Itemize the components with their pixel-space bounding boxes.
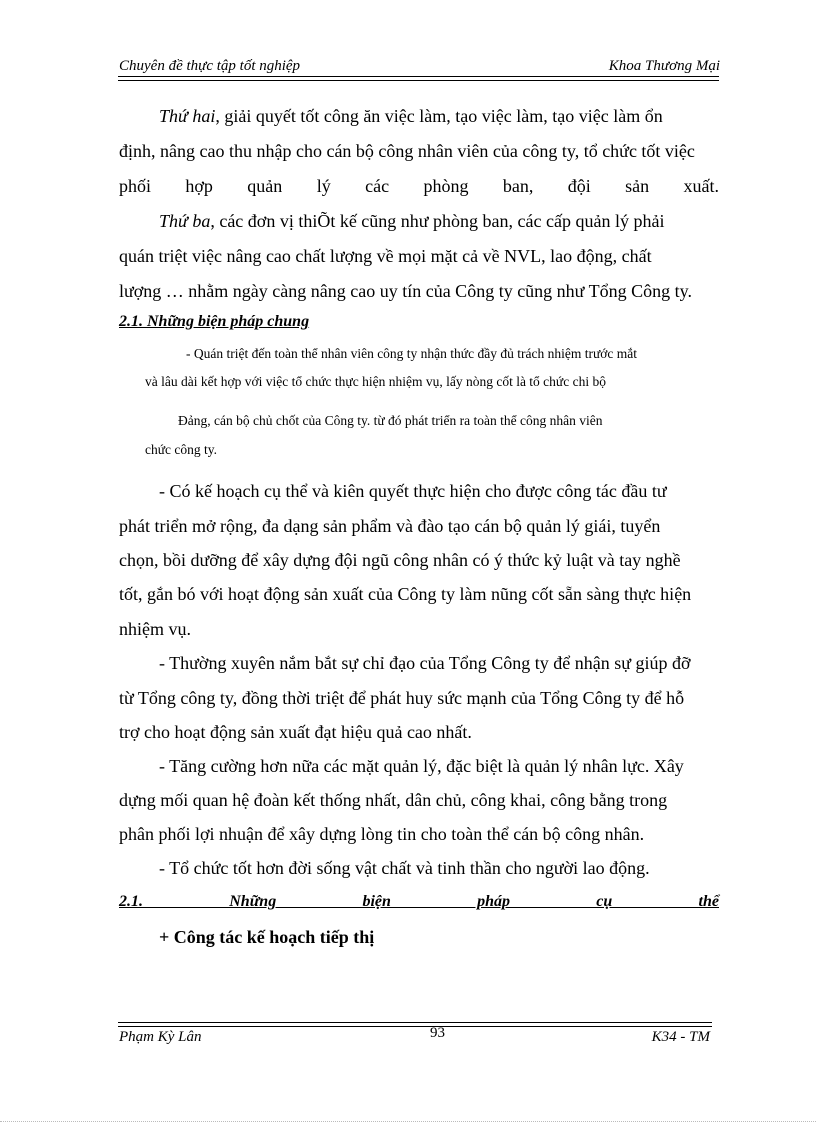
header-rule — [118, 76, 719, 81]
para-2-line-2: quán triệt việc nâng cao chất lượng về mọi mặt cả về NVL, lao động, chất — [119, 246, 652, 266]
small-line-1: - Quán triệt đến toàn thể nhân viên công ty nhận thức đầy đủ trách nhiệm trước mắt — [186, 346, 638, 361]
para-4-line-1: - Thường xuyên nắm bắt sự chỉ đạo của Tổng Công ty để nhận sự giúp đỡ — [159, 653, 691, 673]
para-3-line-1: - Có kế hoạch cụ thể và kiên quyết thực hiện cho được công tác đầu tư — [159, 481, 667, 501]
small-line-3: Đảng, cán bộ chủ chốt của Công ty. từ đó phát triển ra toàn thể công nhân viên — [178, 413, 603, 428]
para-4-line-2: từ Tổng công ty, đồng thời triệt để phát huy sức mạnh của Tổng Công ty để hỗ — [119, 688, 685, 708]
para-3-line-4: tốt, gắn bó với hoạt động sản xuất của Công ty làm nũng cốt sẵn sàng thực hiện — [119, 584, 692, 604]
para-6: - Tổ chức tốt hơn đời sống vật chất và tinh thần cho người lao động. — [159, 858, 650, 878]
footer-rule — [118, 1022, 712, 1027]
para-2-line-3: lượng … nhằm ngày càng nâng cao uy tín của Công ty cũng như Tổng Công ty. — [119, 281, 692, 301]
header-left: Chuyên đề thực tập tốt nghiệp — [119, 58, 301, 74]
small-line-4: chức công ty. — [145, 442, 218, 457]
para-2-line-1: Thứ ba, các đơn vị thiÕt kế cũng như phòng ban, các cấp quản lý phải — [159, 211, 665, 231]
footer-class: K34 - TM — [651, 1029, 710, 1045]
small-line-2: và lâu dài kết hợp với việc tổ chức thực hiện nhiệm vụ, lấy nòng cốt là tổ chức chi bộ — [145, 374, 606, 389]
para-1-line-1: Thứ hai, giải quyết tốt công ăn việc làm, tạo việc làm, tạo việc làm ổn — [159, 106, 663, 126]
para-5-line-1: - Tăng cường hơn nữa các mặt quản lý, đặc biệt là quản lý nhân lực. Xây — [159, 756, 684, 776]
para-4-line-3: trợ cho hoạt động sản xuất đạt hiệu quả cao nhất. — [119, 722, 472, 742]
para-1-line-2: định, nâng cao thu nhập cho cán bộ công nhân viên của công ty, tổ chức tốt việc — [119, 141, 695, 161]
para-5-line-3: phân phối lợi nhuận để xây dựng lòng tin cho toàn thể cán bộ công nhân. — [119, 824, 645, 844]
section-heading-specific: 2.1. Những biện pháp cụ thể — [119, 893, 719, 910]
para-2-label: Thứ ba — [159, 211, 211, 231]
para-5-line-2: dựng mối quan hệ đoàn kết thống nhất, dân chủ, công khai, công bằng trong — [119, 790, 668, 810]
page-number: 93 — [430, 1025, 445, 1041]
para-3-line-5: nhiệm vụ. — [119, 619, 191, 639]
header-right: Khoa Thương Mại — [608, 58, 720, 74]
para-1-label: Thứ hai — [159, 106, 216, 126]
para-1-line-3: phối hợp quản lý các phòng ban, đội sản xuất. — [119, 176, 719, 196]
para-3-line-3: chọn, bồi dưỡng để xây dựng đội ngũ công nhân có ý thức kỷ luật và tay nghề — [119, 550, 681, 570]
para-3-line-2: phát triển mở rộng, đa dạng sản phẩm và đào tạo cán bộ quản lý giái, tuyển — [119, 516, 661, 536]
section-heading-general: 2.1. Những biện pháp chung — [119, 313, 310, 330]
footer-author: Phạm Kỳ Lân — [119, 1029, 202, 1045]
page-bottom-edge — [0, 1121, 816, 1122]
subheading-marketing: + Công tác kế hoạch tiếp thị — [159, 927, 375, 947]
